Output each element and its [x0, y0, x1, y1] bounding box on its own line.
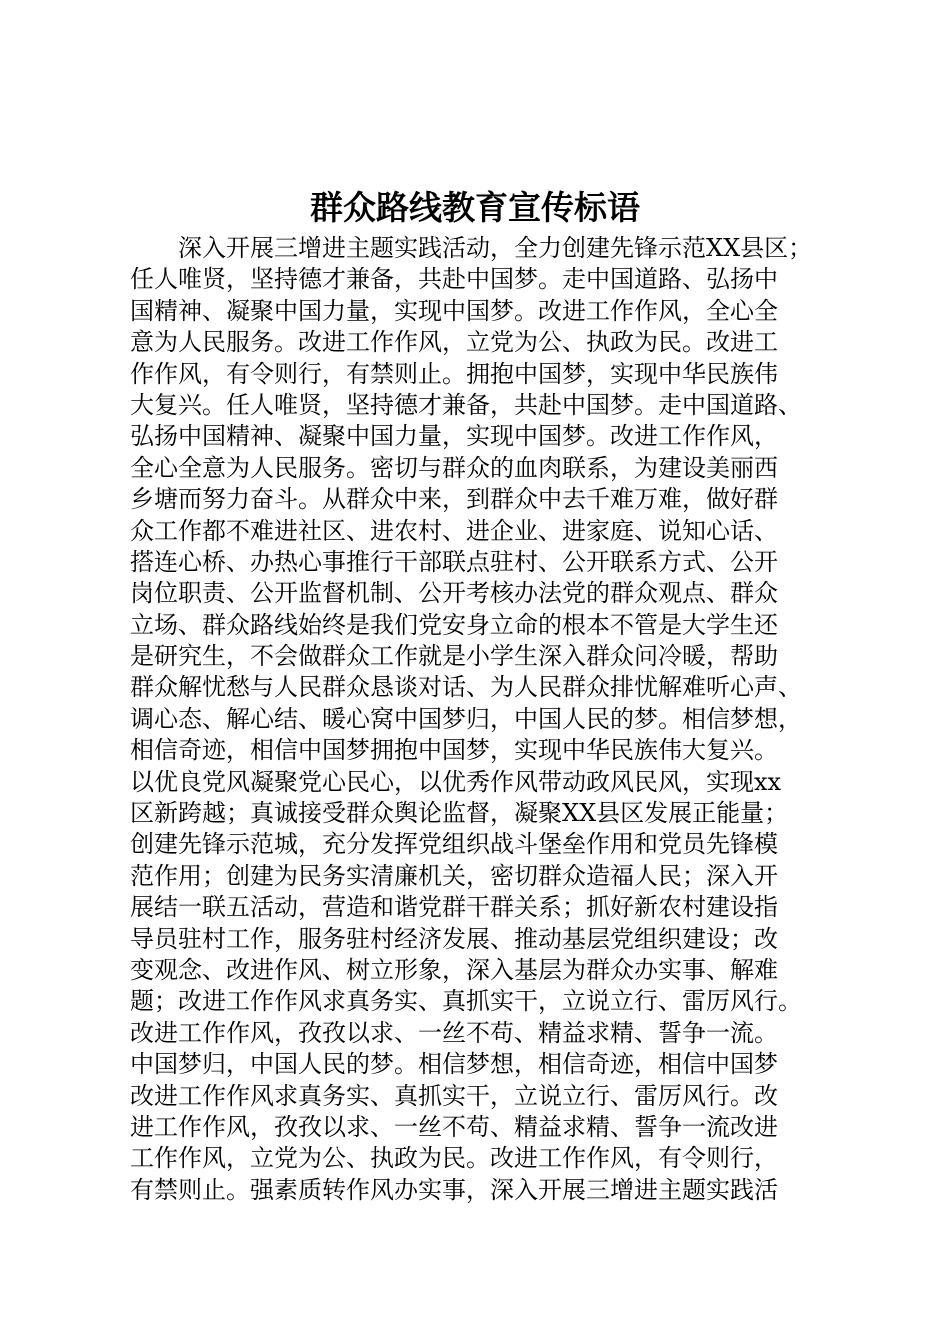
- body-line: 变观念、改进作风、树立形象，深入基层为群众办实事、解难: [130, 955, 778, 984]
- body-line: 创建先锋示范城，充分发挥党组织战斗堡垒作用和党员先锋模: [130, 830, 778, 859]
- body-line: 展结一联五活动，营造和谐党群干群关系；抓好新农村建设指: [130, 893, 778, 922]
- body-line: 相信奇迹，相信中国梦拥抱中国梦，实现中华民族伟大复兴。: [130, 736, 778, 765]
- body-line: 作作风，有令则行，有禁则止。拥抱中国梦，实现中华民族伟: [130, 359, 778, 388]
- body-line: 题；改进工作作风求真务实、真抓实干，立说立行、雷厉风行。: [130, 987, 802, 1016]
- body-line: 导员驻村工作，服务驻村经济发展、推动基层党组织建设；改: [130, 924, 778, 953]
- document-body: [130, 233, 830, 1206]
- document-title: 群众路线教育宣传标语: [310, 188, 640, 227]
- body-line: 众工作都不难进社区、进农村、进企业、进家庭、说知心话、: [130, 516, 778, 545]
- body-line: 范作用；创建为民务实清廉机关，密切群众造福人民；深入开: [130, 861, 778, 890]
- body-line: 改进工作作风，孜孜以求、一丝不苟、精益求精、誓争一流。: [130, 1018, 778, 1047]
- body-line: 意为人民服务。改进工作作风，立党为公、执政为民。改进工: [130, 328, 778, 357]
- body-line: 以优良党风凝聚党心民心，以优秀作风带动政风民风，实现xx: [130, 767, 782, 796]
- body-line: 有禁则止。强素质转作风办实事，深入开展三增进主题实践活: [130, 1175, 778, 1204]
- body-line: 进工作作风，孜孜以求、一丝不苟、精益求精、誓争一流改进: [130, 1112, 778, 1141]
- body-line: 中国梦归，中国人民的梦。相信梦想，相信奇迹，相信中国梦: [130, 1050, 778, 1079]
- body-line: 搭连心桥、办热心事推行干部联点驻村、公开联系方式、公开: [130, 547, 778, 576]
- body-line: 群众解忧愁与人民群众恳谈对话、为人民群众排忧解难听心声、: [130, 673, 802, 702]
- body-line: 立场、群众路线始终是我们党安身立命的根本不管是大学生还: [130, 610, 778, 639]
- body-line: 改进工作作风求真务实、真抓实干，立说立行、雷厉风行。改: [130, 1081, 778, 1110]
- body-line: 国精神、凝聚中国力量，实现中国梦。改进工作作风，全心全: [130, 296, 778, 325]
- body-line: 乡塘而努力奋斗。从群众中来，到群众中去千难万难，做好群: [130, 485, 778, 514]
- body-line: 大复兴。任人唯贤，坚持德才兼备，共赴中国梦。走中国道路、: [130, 390, 802, 419]
- body-line: 任人唯贤，坚持德才兼备，共赴中国梦。走中国道路、弘扬中: [130, 265, 778, 294]
- body-line: 岗位职责、公开监督机制、公开考核办法党的群众观点、群众: [130, 579, 778, 608]
- body-line: 深入开展三增进主题实践活动，全力创建先锋示范XX县区；: [178, 234, 813, 262]
- body-line: 调心态、解心结、暖心窝中国梦归，中国人民的梦。相信梦想，: [130, 704, 802, 733]
- body-line: 是研究生，不会做群众工作就是小学生深入群众问冷暖，帮助: [130, 642, 778, 671]
- body-line: 弘扬中国精神、凝聚中国力量，实现中国梦。改进工作作风，: [130, 422, 778, 451]
- body-line: 区新跨越；真诚接受群众舆论监督，凝聚XX县区发展正能量；: [130, 799, 789, 828]
- body-line: 全心全意为人民服务。密切与群众的血肉联系，为建设美丽西: [130, 453, 778, 482]
- body-line: 工作作风，立党为公、执政为民。改进工作作风，有令则行，: [130, 1144, 778, 1173]
